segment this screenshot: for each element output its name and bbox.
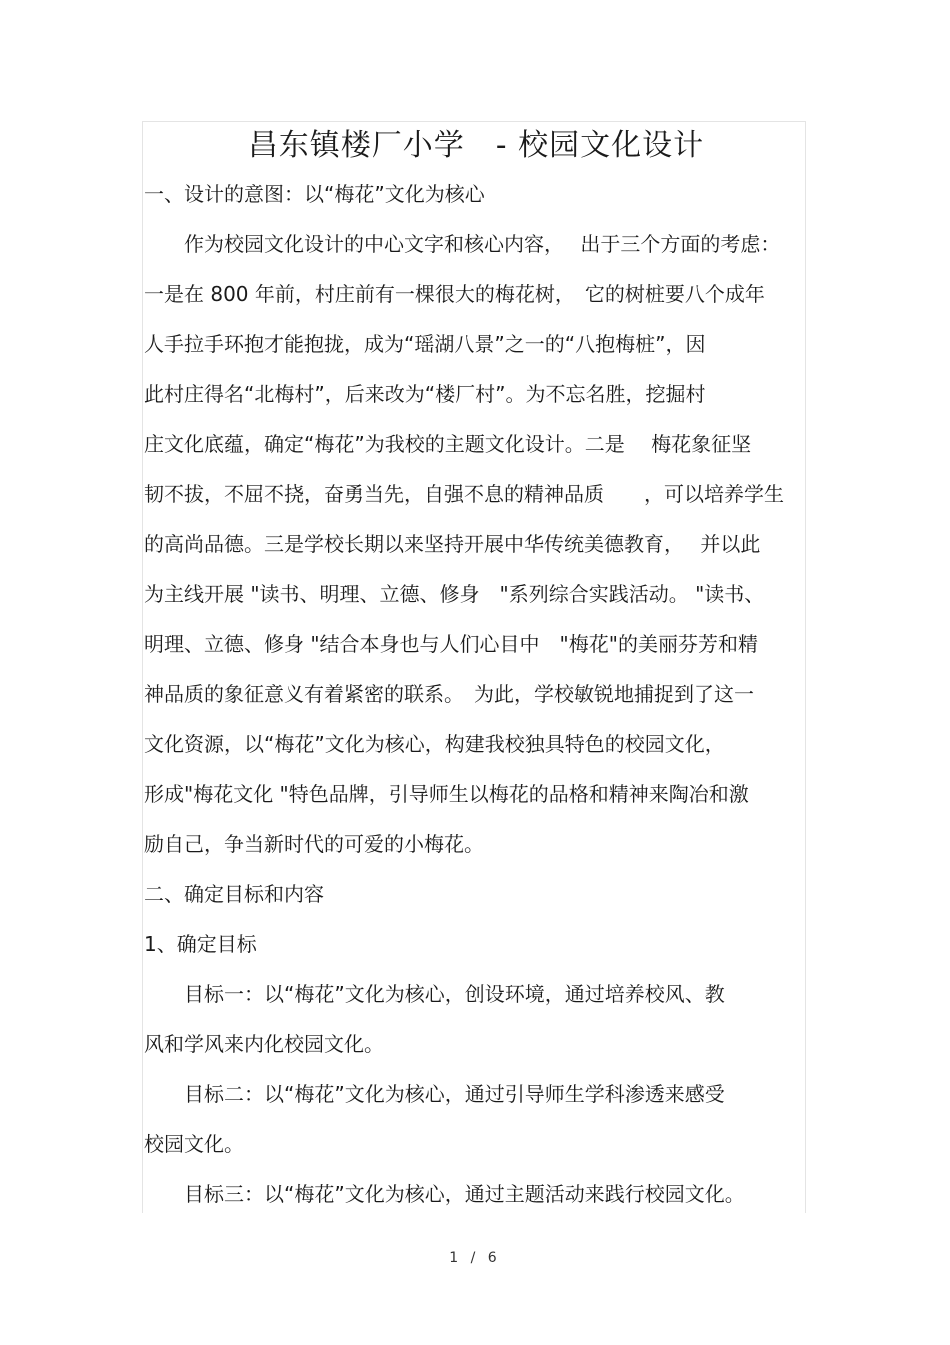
paragraph-line: 此村庄得名“北梅村”，后来改为“楼厂村”。为不忘名胜，挖掘村	[144, 382, 706, 406]
paragraph-line: 的高尚品德。三是学校长期以来坚持开展中华传统美德教育， 并以此	[144, 532, 761, 556]
paragraph-line: 励自己，争当新时代的可爱的小梅花。	[144, 832, 484, 856]
goal-line: 风和学风来内化校园文化。	[144, 1032, 384, 1056]
document-lines	[144, 169, 808, 1219]
paragraph-line: 韧不拔，不屈不挠，奋勇当先，自强不息的精神品质 ，可以培养学生	[144, 482, 784, 506]
paragraph-line: 一是在 800 年前，村庄前有一棵很大的梅花树， 它的树桩要八个成年	[144, 282, 765, 306]
goal-line: 目标一：以“梅花”文化为核心，创设环境，通过培养校风、教	[144, 982, 725, 1006]
paragraph-line: 明理、立德、修身 "结合本身也与人们心目中 "梅花"的美丽芬芳和精	[144, 632, 758, 656]
section-heading-intent: 一、设计的意图：以“梅花”文化为核心	[144, 182, 485, 206]
subsection-heading: 1、确定目标	[144, 932, 257, 956]
paragraph-line: 庄文化底蕴，确定“梅花”为我校的主题文化设计。二是 梅花象征坚	[144, 432, 752, 456]
paragraph-line: 形成"梅花文化 "特色品牌，引导师生以梅花的品格和精神来陶冶和激	[144, 782, 749, 806]
paragraph-line: 为主线开展 "读书、明理、立德、修身 "系列综合实践活动。 "读书、	[144, 582, 765, 606]
paragraph-line: 人手拉手环抱才能抱拢，成为“瑶湖八景”之一的“八抱梅桩”，因	[144, 332, 706, 356]
document-title: 昌东镇楼厂小学 - 校园文化设计	[247, 128, 705, 163]
goal-line: 校园文化。	[144, 1132, 244, 1156]
paragraph-line: 作为校园文化设计的中心文字和核心内容， 出于三个方面的考虑：	[144, 232, 781, 256]
page-number: 1 / 6	[449, 1250, 501, 1266]
paragraph-line: 神品质的象征意义有着紧密的联系。 为此，学校敏锐地捕捉到了这一	[144, 682, 754, 706]
section-heading-goals: 二、确定目标和内容	[144, 882, 324, 906]
goal-line: 目标三：以“梅花”文化为核心，通过主题活动来践行校园文化。	[144, 1182, 745, 1206]
goal-line: 目标二：以“梅花”文化为核心，通过引导师生学科渗透来感受	[144, 1082, 725, 1106]
paragraph-line: 文化资源，以“梅花”文化为核心，构建我校独具特色的校园文化，	[144, 732, 725, 756]
document-body	[144, 123, 808, 1219]
